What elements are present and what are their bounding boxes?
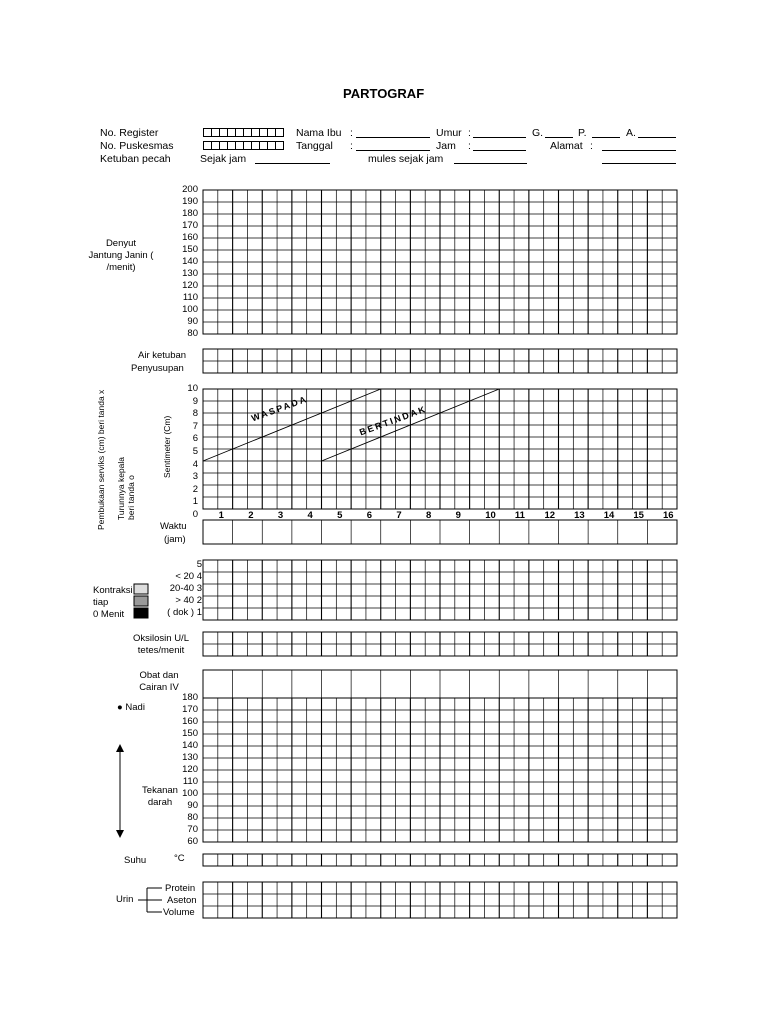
kontraksi-row-label: ( dok ) 1 [167, 607, 202, 618]
nadi-text: Nadi [125, 702, 145, 713]
mules-sejak-jam-label: mules sejak jam [368, 153, 444, 165]
cervix-tick: 5 [192, 446, 198, 457]
suhu-label: Suhu [124, 855, 147, 866]
penyusupan-label: Penyusupan [131, 363, 184, 374]
djj-tick: 150 [182, 244, 198, 255]
kontraksi-swatch-solid [134, 608, 148, 618]
kontraksi-label: Kontraksi [93, 585, 133, 596]
djj-tick: 190 [182, 196, 198, 207]
tekanan-text: Tekanan [142, 785, 178, 796]
hour-label: 4 [307, 510, 313, 521]
vitals-tick: 70 [187, 824, 198, 835]
djj-tick: 140 [182, 256, 198, 267]
pembukaan-serviks-label: Pembukaan serviks (cm) beri tanda x [96, 389, 106, 530]
vitals-tick: 120 [182, 764, 198, 775]
urin-label: Urin [116, 894, 134, 905]
kontraksi-swatch-hatch [134, 596, 148, 606]
vitals-tick: 140 [182, 740, 198, 751]
cervix-tick: 7 [192, 420, 198, 432]
g-label: G. [532, 127, 544, 139]
kontraksi-row-label: 5 [196, 559, 202, 570]
no-register-label: No. Register [100, 127, 159, 139]
no-puskesmas-label: No. Puskesmas [100, 140, 174, 152]
hour-label: 14 [603, 510, 615, 521]
jam-colon: : [468, 140, 471, 152]
kontraksi-tiap-label: tiap [93, 597, 109, 608]
alamat-colon: : [590, 140, 593, 152]
obat-line2: Cairan IV [139, 682, 179, 693]
vitals-tick: 180 [182, 692, 198, 703]
cervix-tick: 9 [192, 395, 198, 407]
hour-label: 9 [455, 510, 461, 521]
cervix-tick: 2 [192, 483, 198, 495]
page-title: PARTOGRAF [343, 86, 425, 101]
nama-ibu-colon: : [350, 127, 353, 139]
air-ketuban-label: Air ketuban [138, 350, 187, 361]
cervix-tick: 8 [192, 408, 198, 420]
hour-label: 3 [277, 510, 284, 521]
kontraksi-menit-label: 0 Menit [93, 609, 125, 620]
cervix-tick: 6 [192, 433, 198, 445]
aseton-label: Aseton [167, 895, 197, 906]
ketuban-pecah-label: Ketuban pecah [100, 153, 171, 165]
hour-label: 10 [485, 510, 496, 521]
obat-line1: Obat dan [139, 670, 179, 681]
cervix-tick: 4 [192, 458, 198, 470]
hour-label: 1 [218, 510, 224, 521]
djj-tick: 110 [182, 292, 198, 303]
darah-text: darah [147, 797, 173, 808]
djj-tick: 180 [182, 208, 198, 219]
kontraksi-row-label: < 20 4 [175, 571, 202, 582]
djj-tick: 80 [187, 328, 198, 339]
djj-tick: 200 [182, 184, 198, 195]
hour-label: 13 [574, 510, 585, 521]
djj-tick: 120 [182, 280, 198, 291]
vitals-tick: 150 [182, 728, 198, 739]
hour-label: 15 [633, 510, 644, 521]
jam-unit-label: (jam) [164, 534, 186, 545]
sejak-jam-label: Sejak jam [200, 153, 247, 165]
cervix-tick: 0 [192, 509, 198, 520]
oksitosin-line1: Oksilosin U/L [133, 633, 189, 644]
djj-tick: 130 [182, 268, 198, 279]
alamat-label: Alamat [550, 140, 583, 152]
jam-label: Jam [436, 140, 456, 152]
vitals-tick: 90 [187, 800, 198, 811]
oksitosin-line2: tetes/menit [137, 645, 185, 656]
djj-tick: 100 [182, 304, 198, 315]
hour-label: 8 [426, 510, 432, 521]
cervix-tick: 3 [192, 471, 198, 483]
sentimeter-label: Sentimeter (Cm) [162, 415, 172, 478]
waspada-label: WASPADA [250, 393, 310, 424]
djj-label: Denyut Jantung Janin ( /menit) [88, 238, 154, 273]
hour-label: 11 [514, 510, 525, 521]
bertindak-label: BERTINDAK [358, 403, 429, 438]
hour-label: 6 [366, 510, 373, 521]
djj-tick: 170 [182, 220, 198, 231]
vitals-tick: 60 [187, 836, 198, 847]
hour-label: 12 [544, 510, 556, 521]
hour-label: 2 [248, 510, 254, 521]
cervix-tick: 10 [187, 383, 198, 394]
volume-label: Volume [163, 907, 195, 918]
hour-label: 16 [663, 510, 674, 521]
turunnya-kepala-label: Turunnya kepala beri tanda o [116, 456, 136, 520]
vitals-tick: 130 [182, 752, 198, 763]
a-label: A. [626, 127, 636, 139]
waktu-label: Waktu [160, 521, 187, 532]
kontraksi-row-label: > 40 2 [175, 595, 202, 606]
djj-tick: 160 [182, 232, 198, 243]
cervix-tick: 1 [192, 496, 198, 508]
p-label: P. [578, 127, 587, 139]
hour-label: 7 [396, 510, 402, 521]
vitals-tick: 160 [182, 716, 198, 727]
protein-label: Protein [165, 883, 196, 894]
vitals-tick: 80 [187, 812, 198, 823]
suhu-unit-label: °C [174, 853, 185, 864]
vitals-tick: 170 [182, 704, 198, 715]
kontraksi-row-label: 20-40 3 [169, 583, 202, 594]
kontraksi-swatch-dots [134, 584, 148, 594]
tanggal-colon: : [350, 140, 353, 152]
hour-label: 5 [337, 510, 343, 521]
vitals-tick: 110 [182, 776, 198, 787]
djj-tick: 90 [187, 316, 198, 327]
nadi-label: ● Nadi [117, 702, 145, 713]
tanggal-label: Tanggal [296, 140, 333, 152]
nama-ibu-label: Nama Ibu [296, 127, 342, 139]
umur-colon: : [468, 127, 471, 139]
vitals-tick: 100 [182, 788, 198, 799]
umur-label: Umur [436, 127, 462, 139]
